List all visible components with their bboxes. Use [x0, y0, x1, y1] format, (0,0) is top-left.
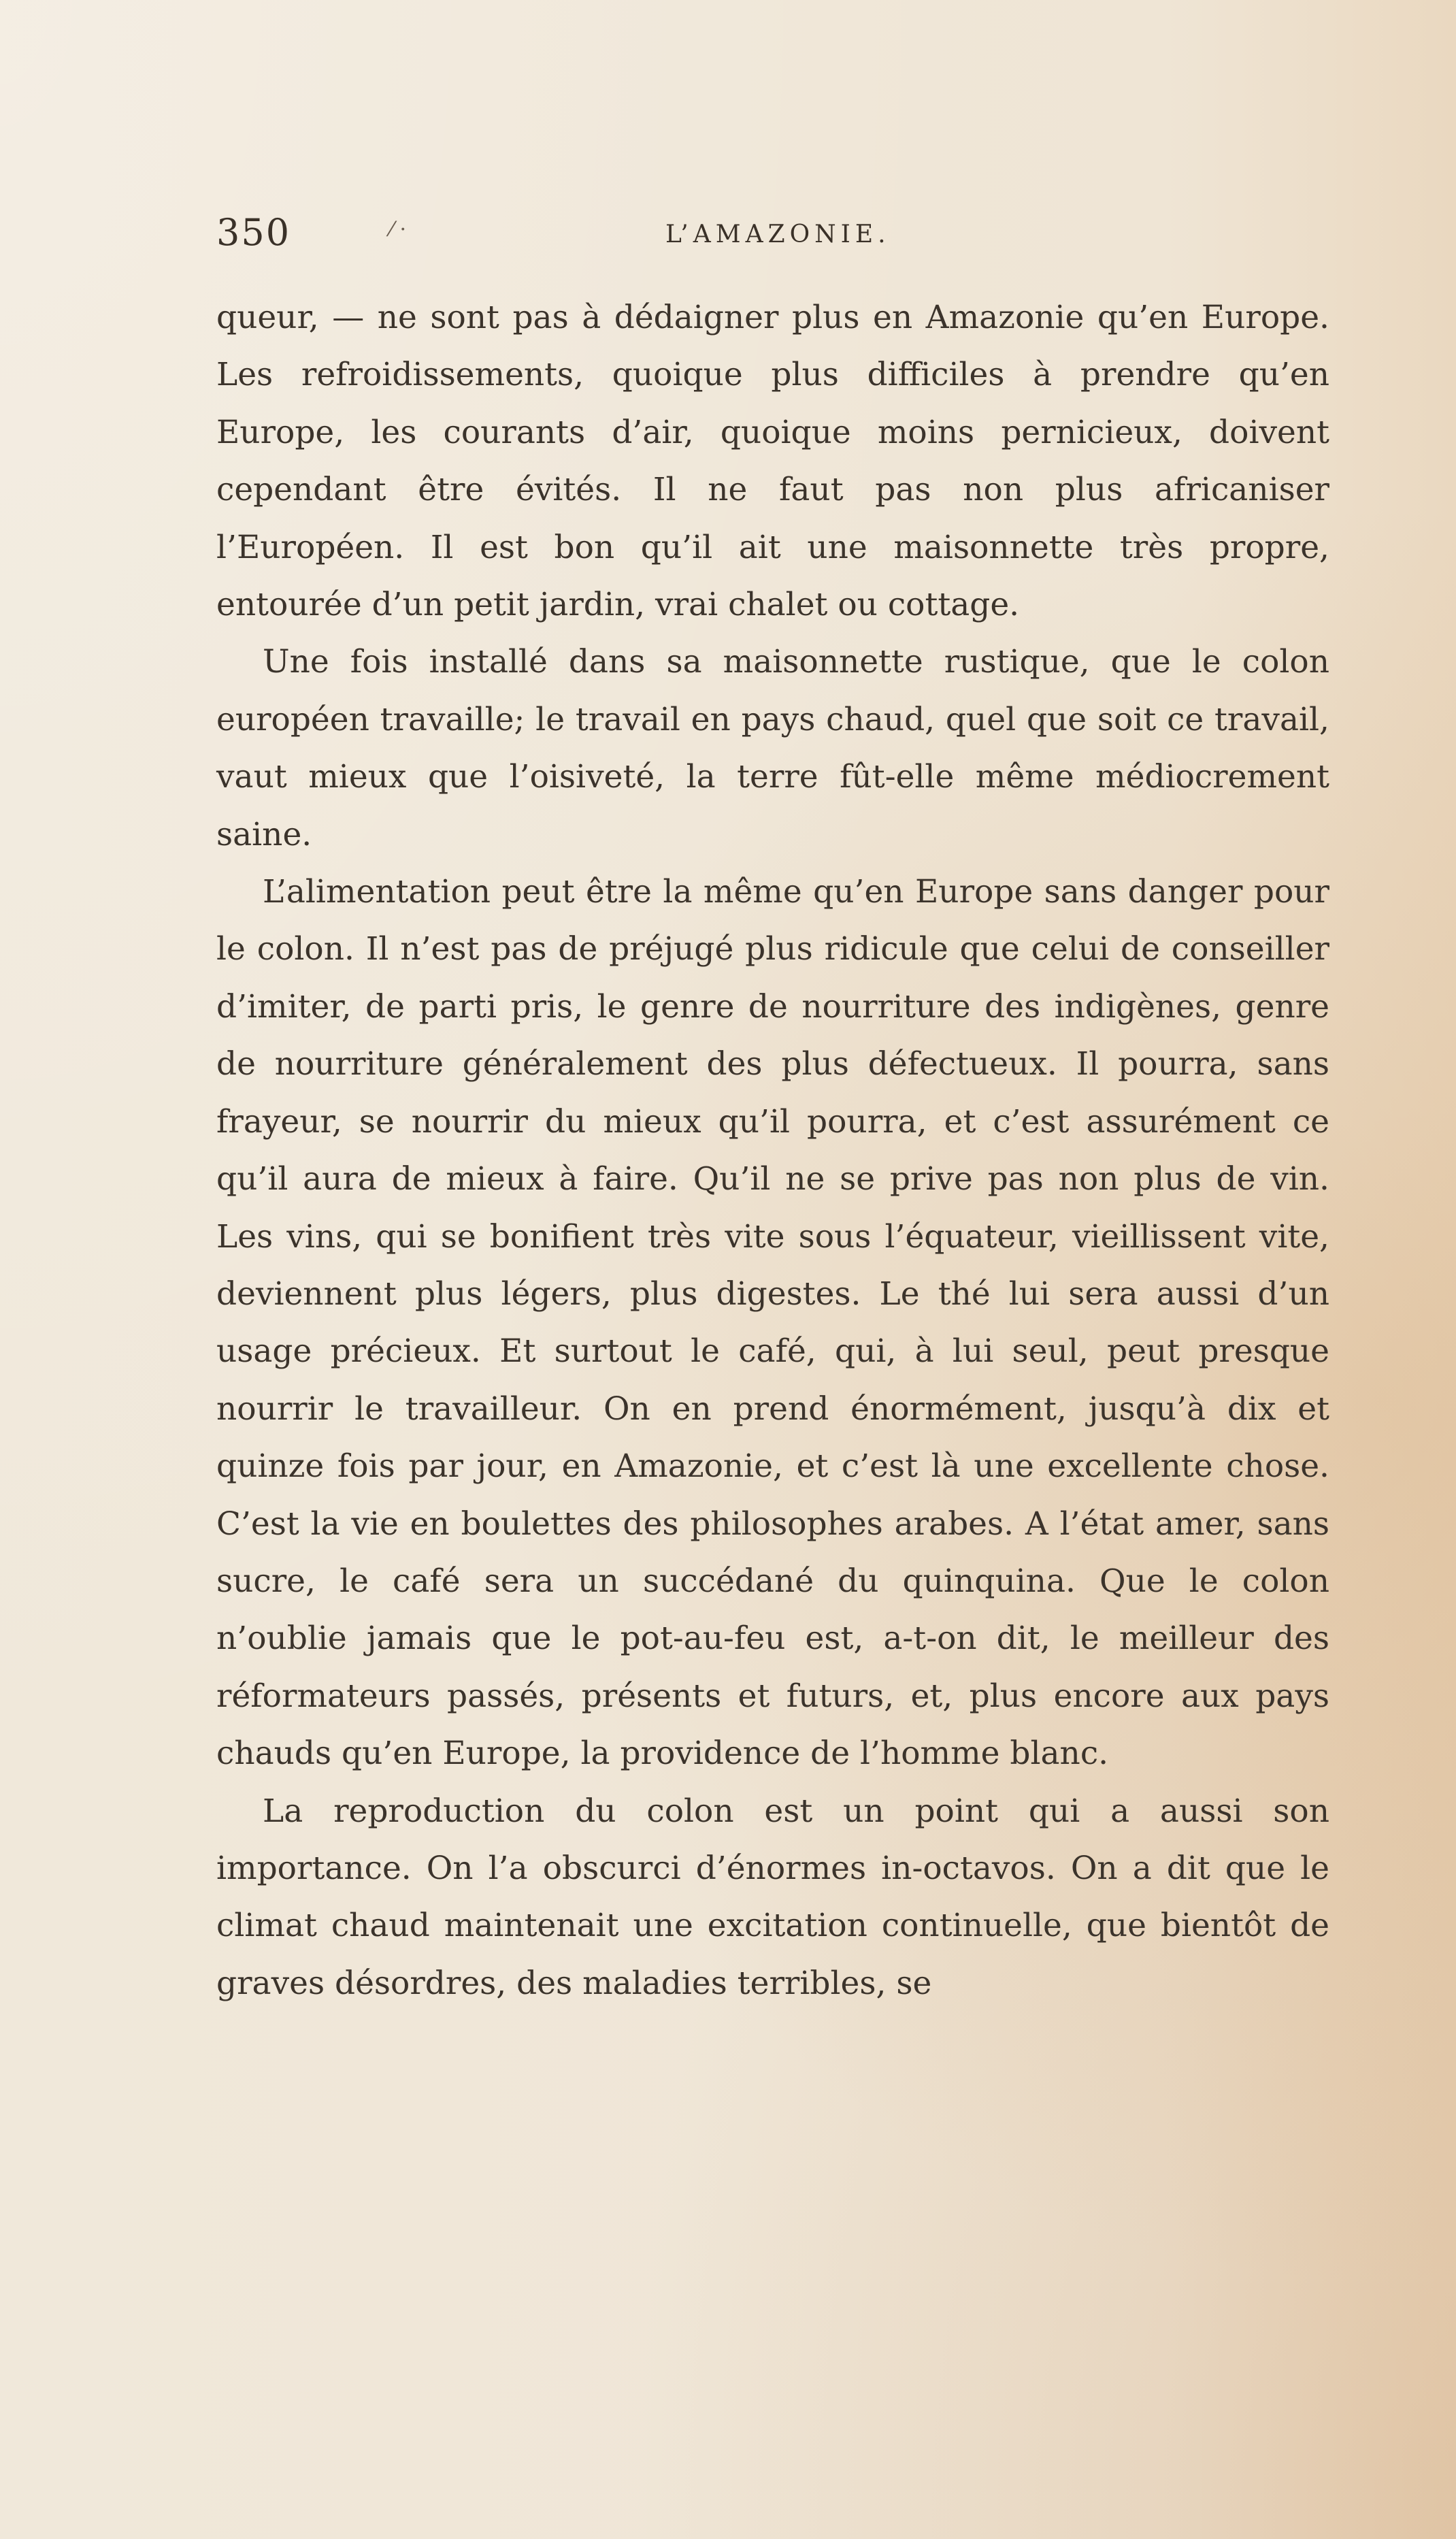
page-header	[216, 211, 1332, 259]
paragraph-reproduction: La reproduction du colon est un point qui a aussi son importance. On l’a obscurci d’énormes in-octavos. On a dit que le climat chaud maintenait une excitation continuelle, que bientôt de graves désordres, des maladies terribles, se	[216, 1792, 1329, 2002]
header-mark: ⁄ ·	[390, 218, 407, 242]
body-text	[216, 289, 1329, 2012]
paragraph-continuation: queur, — ne sont pas à dédaigner plus en Amazonie qu’en Europe. Les refroidissements, quoique plus difficiles à prendre qu’en Europe, les courants d’air, quoique moins pernicieux, doivent cependant être évités. Il ne faut pas non plus africaniser l’Européen. Il est bon qu’il ait une maisonnette très propre, entourée d’un petit jardin, vrai chalet ou cottage.	[216, 299, 1329, 624]
paragraph-installation: Une fois installé dans sa maisonnette rustique, que le colon européen travaille; le travail en pays chaud, quel que soit ce travail, vaut mieux que l’oisiveté, la terre fût-elle même médiocrement saine.	[216, 643, 1329, 853]
running-head-title: L’AMAZONIE.	[665, 220, 891, 248]
paragraph-alimentation: L’alimentation peut être la même qu’en Europe sans danger pour le colon. Il n’est pas de préjugé plus ridicule que celui de conseiller d’imiter, de parti pris, le genre de nourriture des indigènes, genre de nourriture généralement des plus défectueux. Il pourra, sans frayeur, se nourrir du mieux qu’il pourra, et c’est assurément ce qu’il aura de mieux à faire. Qu’il ne se prive pas non plus de vin. Les vins, qui se bonifient très vite sous l’équateur, vieillissent vite, deviennent plus légers, plus digestes. Le thé lui sera aussi d’un usage précieux. Et surtout le café, qui, à lui seul, peut presque nourrir le travailleur. On en prend énormément, jusqu’à dix et quinze fois par jour, en Amazonie, et c’est là une excellente chose. C’est la vie en boulettes des philosophes arabes. A l’état amer, sans sucre, le café sera un succédané du quinquina. Que le colon n’oublie jamais que le pot-au-feu est, a-t-on dit, le meilleur des réformateurs passés, présents et futurs, et, plus encore aux pays chauds qu’en Europe, la providence de l’homme blanc.	[216, 873, 1329, 1773]
page-number: 350	[216, 211, 291, 254]
